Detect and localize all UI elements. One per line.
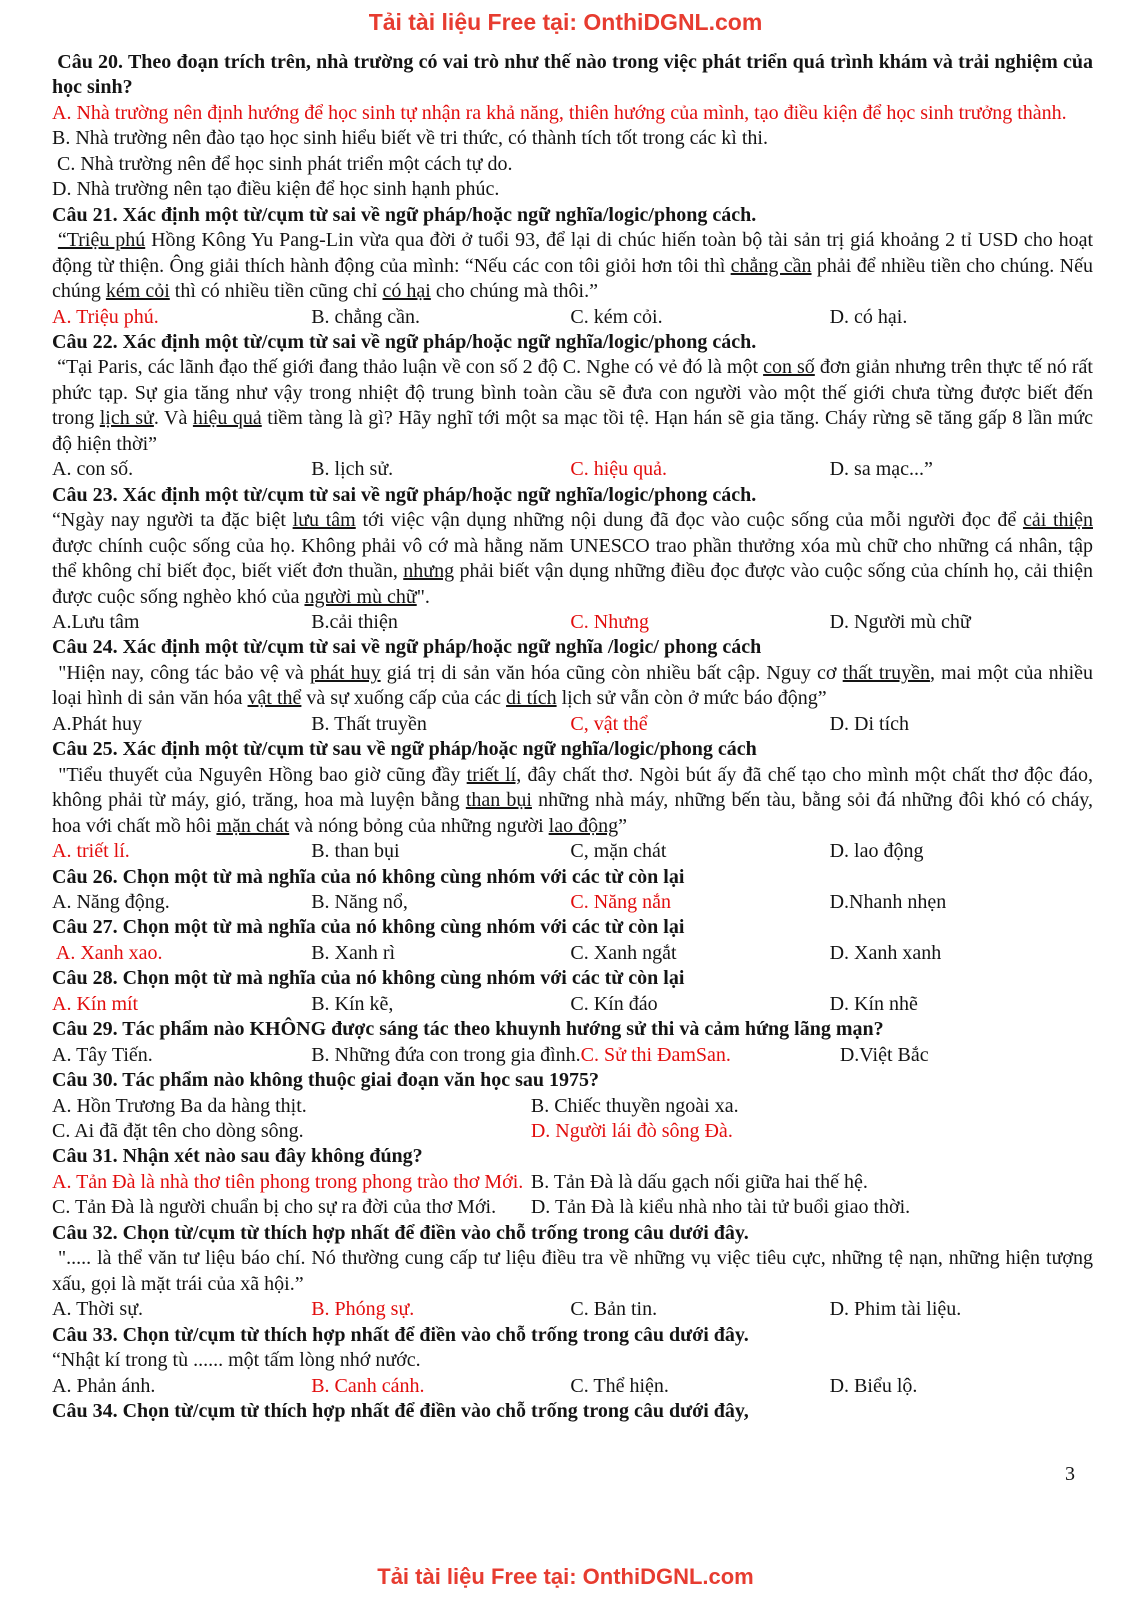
answer-option: C. Thể hiện. [570,1374,669,1397]
body-segment: phải biết vận dụng những điều đọc được vào cuộc sống của chính họ, cải thiện được cuộc sống nghèo khó của [52,560,1098,608]
question-block [52,1068,1093,1144]
answer-option: C. Nhà trường nên để học sinh phát triển một cách tự do. [52,152,513,175]
question-title: Câu 30. Tác phẩm nào không thuộc giai đoạn văn học sau 1975? [52,1069,599,1092]
page-number: 3 [1065,1463,1075,1485]
question-block [52,483,1098,636]
options-row [52,712,1093,737]
question-body [52,508,1098,610]
question-block [52,1221,1099,1323]
body-segment: cải thiện [1022,509,1093,532]
options-row [52,1043,1093,1068]
body-segment: đây chất thơ. Ngòi bút ấy đã chế tạo cho mình một chất thơ độc đáo, không phải từ máy, gió, trăng, hoa mà luyện bằng [52,763,1099,812]
body-segment: lưu tâm [292,509,356,532]
body-segment: vật thể [247,687,302,710]
body-segment: triết lí, [466,763,522,786]
options-row [52,305,1093,330]
body-segment: kém cỏi [105,280,170,303]
answer-option: C. Tản Đà là người chuẩn bị cho sự ra đời của thơ Mới. [52,1196,497,1219]
answer-option: D. sa mạc...” [829,458,933,481]
body-segment: và sự xuống cấp của các [301,687,507,710]
answer-option: C. Ai đã đặt tên cho dòng sông. [52,1120,304,1143]
answer-option: B. Xanh rì [311,941,396,964]
answer-option: C, vật thể [570,712,648,735]
body-segment: phát huy [309,661,381,684]
answer-option: D. Phim tài liệu. [829,1298,962,1321]
answer-option: B. lịch sử. [311,458,394,481]
question-title: Câu 21. Xác định một từ/cụm từ sai về ngữ pháp/hoặc ngữ nghĩa/logic/phong cách. [52,203,757,226]
question-block [52,50,1098,203]
question-block [52,865,1093,916]
body-segment: ". [416,585,430,608]
question-block [52,635,1099,737]
question-title: Câu 31. Nhận xét nào sau đây không đúng? [52,1145,423,1168]
options-row [52,1170,1093,1195]
body-segment: lịch sử vẫn còn ở mức báo động” [556,687,827,710]
answer-option: B. chẳng cần. [311,305,421,328]
options-row [52,1374,1093,1399]
body-segment: Hồng Kông Yu Pang-Lin vừa qua đời ở tuổi 93, để lại di chúc hiến toàn bộ tài sản trị giá khoảng 2 tỉ USD cho hoạt động từ thiện. Ông giải thích hành động của mình: “Nếu các con tôi giỏi hơn tôi thì [52,229,1099,277]
body-segment: những nhà máy, những bến tàu, bằng sỏi đá những đôi khó có cháy, hoa với chất mồ hôi [52,789,1098,837]
answer-option: B. Nhà trường nên đào tạo học sinh hiểu biết về tri thức, có thành tích tốt trong các kì thi. [52,127,768,150]
options-row [52,457,1093,482]
body-segment: và nóng bỏng của những người [289,814,549,837]
answer-option: C. Nhưng [570,610,650,633]
answer-option: B. Phóng sự. [311,1298,415,1321]
options-row [52,1195,1093,1220]
question-block [52,737,1099,864]
body-segment: than bụi [465,789,532,812]
answer-option: A. Tây Tiến. [52,1043,153,1066]
question-body [52,355,1098,457]
body-segment: lịch sử [99,407,154,430]
answer-option: C. Kín đáo [570,992,658,1015]
options-row [52,1094,1093,1119]
question-body [52,1246,1099,1297]
question-title: Câu 33. Chọn từ/cụm từ thích hợp nhất để điền vào chỗ trống trong câu dưới đây. [52,1323,749,1346]
body-segment: “Tại Paris, các lãnh đạo thế giới đang thảo luận về con số 2 độ C. Nghe có vẻ đó là một [52,356,764,379]
answer-option: B. Những đứa con trong gia đình. [311,1043,581,1066]
body-segment: di tích [506,687,557,710]
question-block [52,915,1093,966]
question-title: Câu 32. Chọn từ/cụm từ thích hợp nhất để điền vào chỗ trống trong câu dưới đây. [52,1221,749,1244]
options-row [52,610,1093,635]
answer-option: D.Nhanh nhẹn [829,890,947,913]
question-block [52,330,1098,483]
answer-option: B.cải thiện [311,610,398,633]
question-title: Câu 22. Xác định một từ/cụm từ sai về ngữ pháp/hoặc ngữ nghĩa/logic/phong cách. [52,330,757,353]
question-block [52,1144,1093,1220]
options-row [52,890,1093,915]
answer-option: B. than bụi [311,840,400,863]
question-block [52,203,1099,330]
options-row [52,941,1093,966]
answer-option: D. lao động [829,840,924,863]
body-segment: lao động [548,814,619,837]
answer-option: B. Năng nổ, [311,890,408,913]
answer-option: D. Tản Đà là kiểu nhà nho tài tử buổi giao thời. [530,1196,911,1219]
question-block [52,1323,1093,1399]
body-segment: cho chúng mà thôi.” [430,280,598,303]
answer-option: D. Người lái đò sông Đà. [530,1120,733,1143]
options-row [52,992,1093,1017]
body-segment: nhưng [403,560,455,583]
answer-option: B. Kín kẽ, [311,992,394,1015]
question-title: Câu 29. Tác phẩm nào KHÔNG được sáng tác theo khuynh hướng sử thi và cảm hứng lãng mạn? [52,1018,884,1041]
answer-option: C. kém cỏi. [570,305,663,328]
free-download-banner-bottom[interactable]: Tải tài liệu Free tại: OnthiDGNL.com [377,1564,754,1589]
answer-option: A. Kín mít [52,992,139,1015]
answer-option: B. Thất truyền [311,712,427,735]
body-segment: hiệu quả [192,407,262,430]
exam-content [52,50,1099,1424]
question-title: Câu 20. Theo đoạn trích trên, nhà trường có vai trò như thế nào trong việc phát triển quá trình khám và trải nghiệm của học sinh? [52,51,1098,99]
body-segment: có hại [382,280,431,303]
answer-option: B. Canh cánh. [311,1374,425,1397]
options-row [52,839,1093,864]
answer-option: C, mặn chát [570,840,667,863]
body-segment: ” [618,814,627,837]
answer-option: D. Xanh xanh [829,941,942,964]
question-body [52,1348,1093,1373]
answer-option: A. Nhà trường nên định hướng để học sinh tự nhận ra khả năng, thiên hướng của mình, tạo điều kiện để học sinh trưởng thành. [52,101,1067,124]
body-segment: người mù chữ [304,585,417,608]
question-block [52,966,1093,1017]
answer-option: A.Lưu tâm [52,610,140,633]
body-segment: “Triệu phú [57,229,146,252]
body-segment: "..... là thể văn tư liệu báo chí. Nó thường cung cấp tư liệu điều tra về những vụ việc tiêu cực, những tệ nạn, những hiện tượng xấu, gọi là mặt trái của xã hội.” [52,1247,1099,1295]
answer-option: D. Người mù chữ [829,610,971,633]
body-segment: con số [763,356,815,379]
answer-option: D. Biểu lộ. [829,1374,918,1397]
question-title: Câu 25. Xác định một từ/cụm từ sau về ngữ pháp/hoặc ngữ nghĩa/logic/phong cách [52,738,757,761]
question-title: Câu 28. Chọn một từ mà nghĩa của nó không cùng nhóm với các từ còn lại [52,967,685,990]
question-block [52,1399,1093,1424]
answer-option: A. Năng động. [52,890,170,913]
question-title: Câu 27. Chọn một từ mà nghĩa của nó không cùng nhóm với các từ còn lại [52,916,685,939]
answer-option: D. Di tích [829,712,910,735]
answer-option: A. Xanh xao. [52,941,163,964]
questions [52,50,1099,1424]
question-body [52,228,1099,304]
options-row [52,1297,1093,1322]
body-segment: phải để nhiều tiền cho chúng. Nếu chúng [52,254,1098,303]
body-segment: “Nhật kí trong tù ...... một tấm lòng nhớ nước. [52,1349,421,1372]
body-segment: "Tiểu thuyết của Nguyên Hồng bao giờ cũng đầy [52,763,467,786]
answer-option: C. Xanh ngắt [570,941,677,964]
answer-option: D.Việt Bắc [839,1043,929,1066]
question-body [52,661,1099,712]
body-segment: "Hiện nay, công tác bảo vệ và [52,661,310,684]
body-segment: tới việc vận dụng những nội dung đã đọc vào cuộc sống của mỗi người đọc để [355,509,1023,532]
question-title: Câu 24. Xác định một từ/cụm từ sai về ngữ pháp/hoặc ngữ nghĩa /logic/ phong cách [52,636,762,659]
question-block [52,1017,1093,1068]
answer-option: A. Tản Đà là nhà thơ tiên phong trong phong trào thơ Mới. [52,1170,524,1193]
question-title: Câu 23. Xác định một từ/cụm từ sai về ngữ pháp/hoặc ngữ nghĩa/logic/phong cách. [52,483,757,506]
body-segment: chẳng cần [730,254,812,277]
body-segment: mặn chát [216,814,290,837]
body-segment: đơn giản nhưng trên thực tế nó rất phức tạp. Sự gia tăng như vậy trong nhiệt độ trung bình toàn cầu sẽ đưa con người vào một thế giới chưa từng được biết đến trong [52,356,1098,430]
answer-option: D. Kín nhẽ [829,992,918,1015]
body-segment: giá trị di sản văn hóa cũng còn nhiều bất cập. Nguy cơ [380,661,843,684]
answer-option: A. triết lí. [52,840,130,863]
body-segment: thì có nhiều tiền cũng chỉ [169,280,383,303]
answer-option: A. Triệu phú. [52,305,159,328]
answer-option: D. Nhà trường nên tạo điều kiện để học sinh hạnh phúc. [52,178,500,201]
question-title: Câu 34. Chọn từ/cụm từ thích hợp nhất để điền vào chỗ trống trong câu dưới đây, [52,1400,749,1423]
free-download-banner-top[interactable]: Tải tài liệu Free tại: OnthiDGNL.com [368,9,763,35]
answer-option: A. Phản ánh. [52,1374,156,1397]
question-title: Câu 26. Chọn một từ mà nghĩa của nó không cùng nhóm với các từ còn lại [52,865,685,888]
answer-option: A.Phát huy [52,712,142,735]
answer-option: C. Năng nắn [570,890,671,913]
answer-option: A. con số. [52,458,134,481]
question-body [52,763,1099,839]
body-segment: . Và [153,407,193,430]
answer-option: B. Tản Đà là dấu gạch nối giữa hai thế hệ. [530,1170,868,1193]
answer-option: A. Hồn Trương Ba da hàng thịt. [52,1094,307,1117]
body-segment: “Ngày nay người ta đặc biệt [52,509,293,532]
answer-option: C. Sử thi ĐamSan. [580,1043,731,1066]
body-segment: thất truyền [842,661,930,684]
answer-option: C. hiệu quả. [570,458,668,481]
answer-option: D. có hại. [829,305,908,328]
body-segment: tiềm tàng là gì? Hãy nghĩ tới một sa mạc tồi tệ. Hạn hán sẽ gia tăng. Cháy rừng sẽ tăng gấp 8 lần mức độ hiện thời” [52,407,1098,455]
answer-option: A. Thời sự. [52,1298,144,1321]
answer-option: C. Bản tin. [570,1298,658,1321]
options-row [52,1119,1093,1144]
answer-option: B. Chiếc thuyền ngoài xa. [530,1094,739,1117]
body-segment: được chính cuộc sống của họ. Không phải vô cớ mà hằng năm UNESCO trao phần thưởng xóa mù chữ cho những cá nhân, tập thể không chỉ biết đọc, biết viết đơn thuần, [52,509,1098,583]
body-segment: , mai một của nhiều loại hình di sản văn hóa [52,661,1099,710]
